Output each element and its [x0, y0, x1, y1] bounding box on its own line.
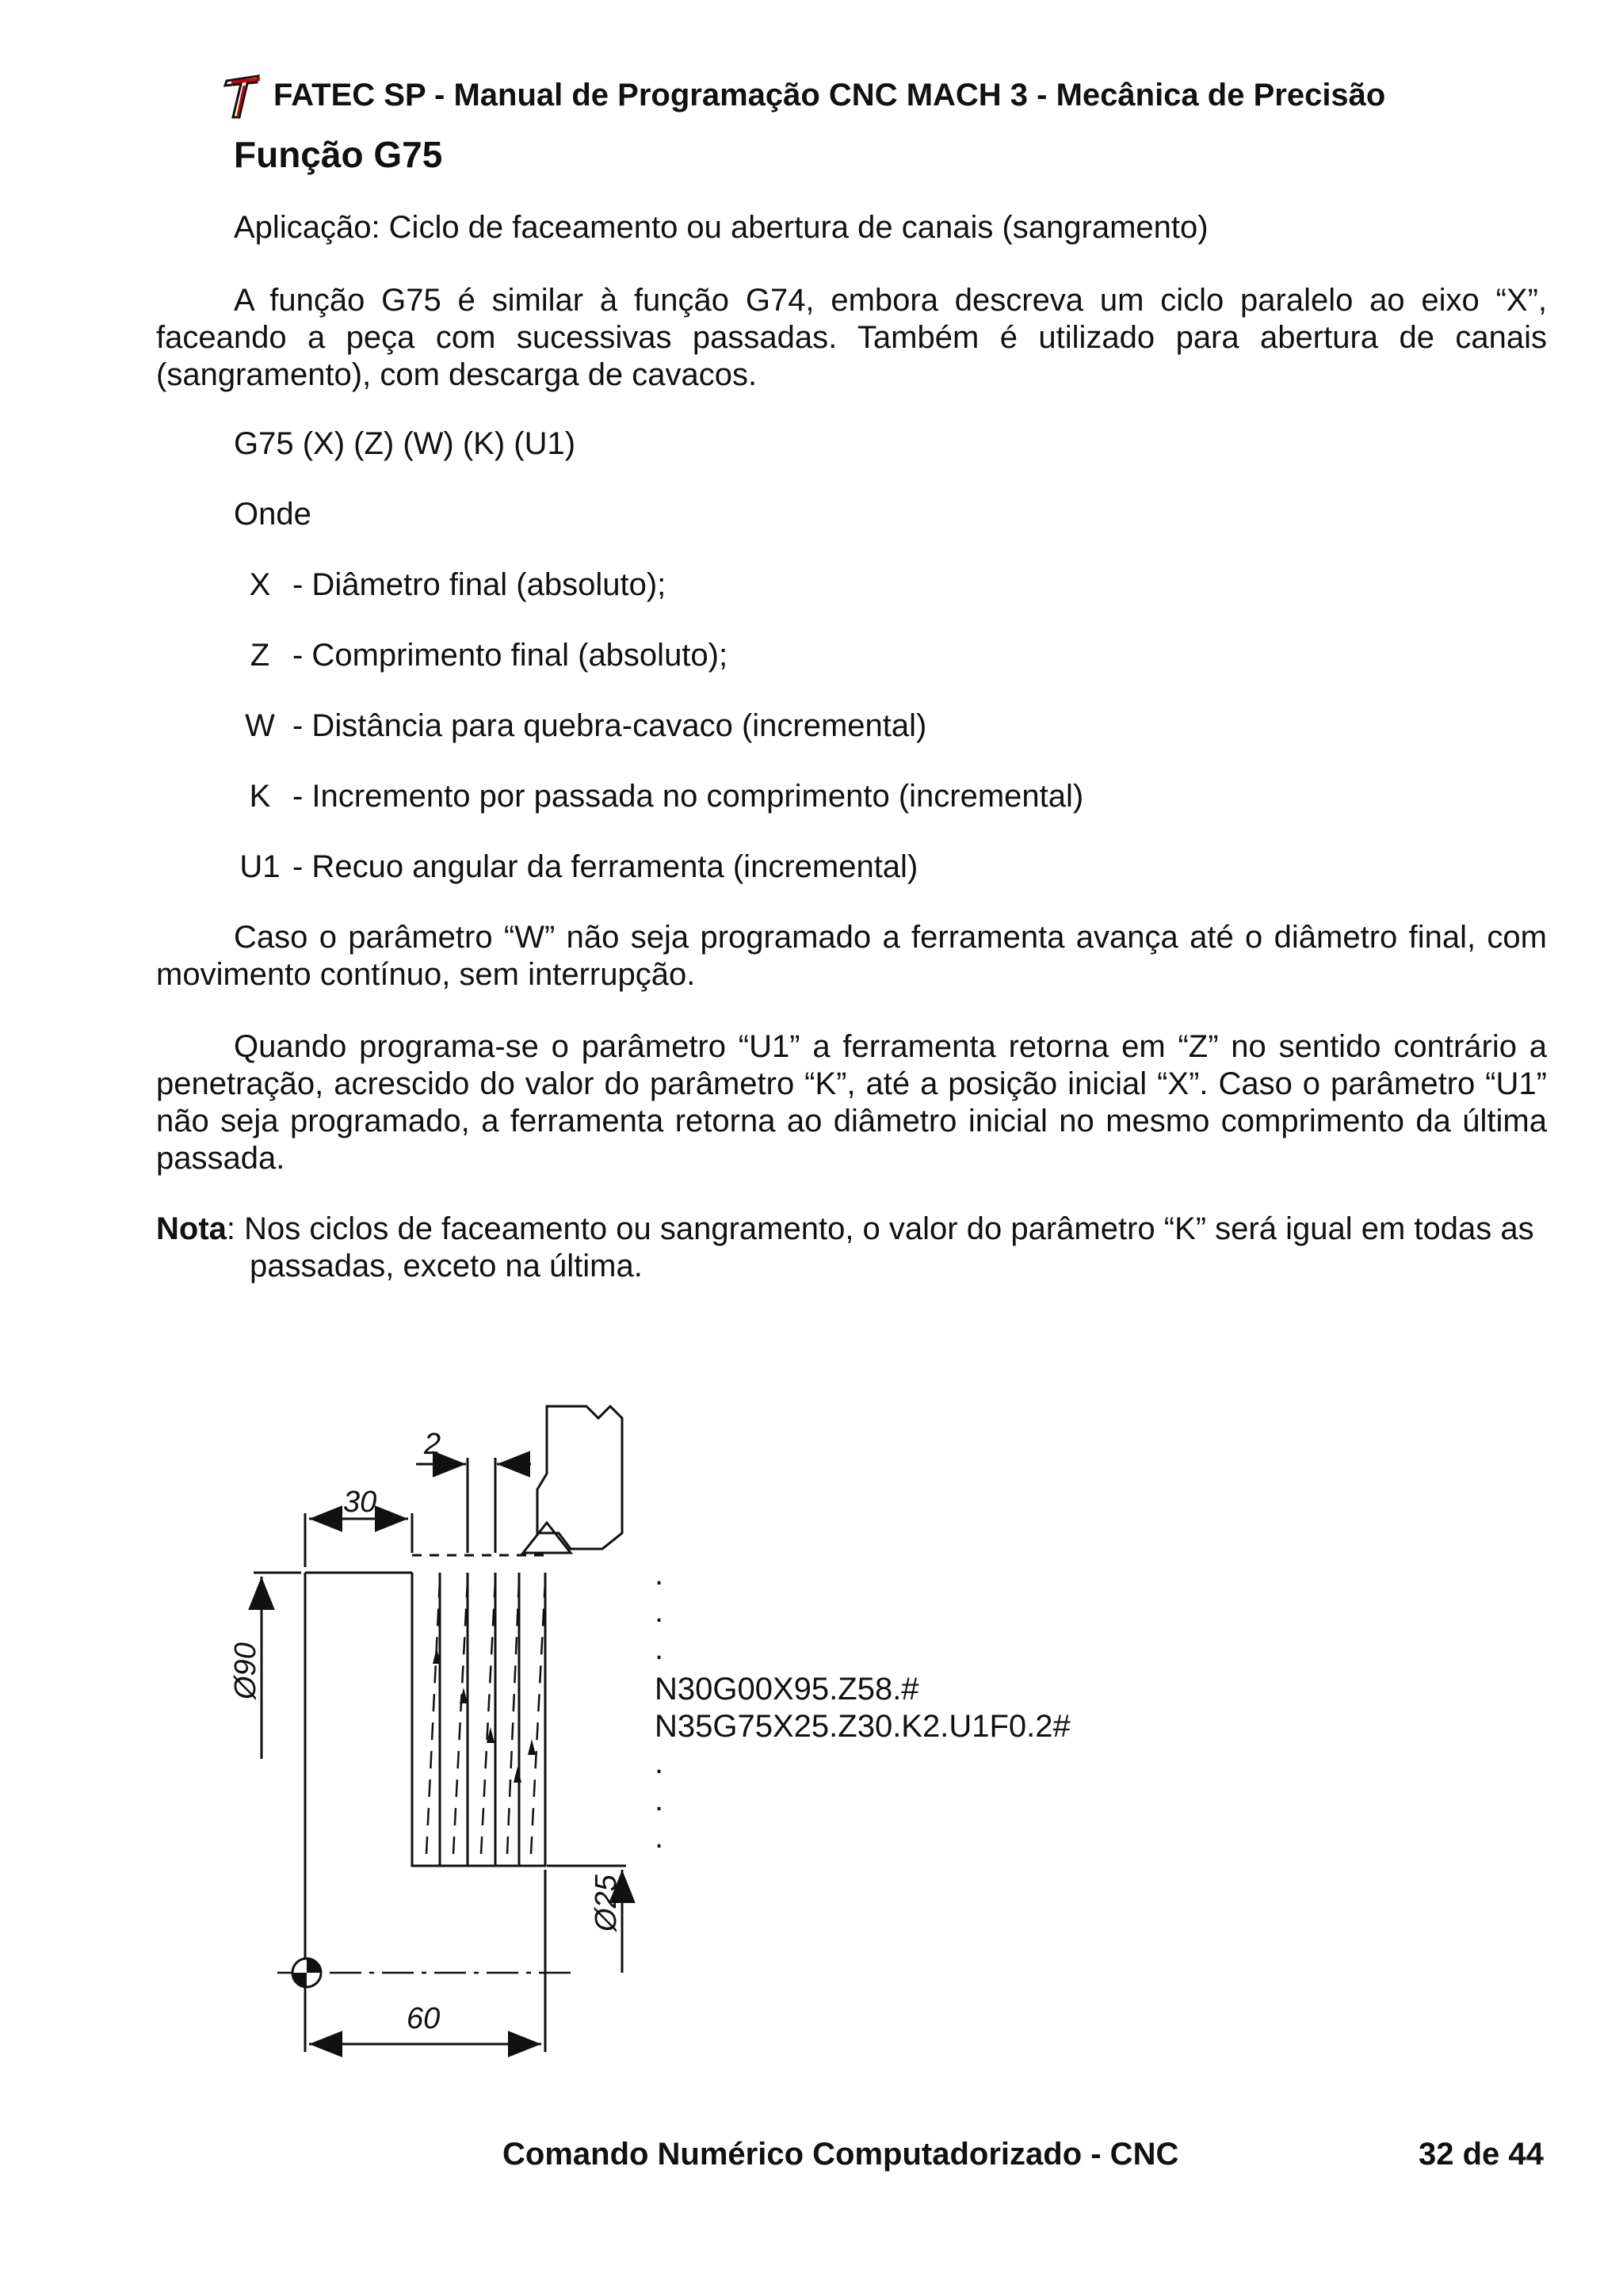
footer-title: Comando Numérico Computadorizado - CNC [502, 2137, 1179, 2172]
application-text: Aplicação: Ciclo de faceamento ou abertura de canais (sangramento) [234, 210, 1209, 245]
origin-symbol-icon [292, 1958, 321, 1987]
dim-pitch-label: 2 [424, 1428, 441, 1461]
u1-parameter-paragraph: Quando programa-se o parâmetro “U1” a ferramenta retorna em “Z” no sentido contrário a penetração, acrescido do valor do parâmetro “K”, até a posição inicial “X”. Caso o parâmetro “U1” não seja programado, a ferramenta retorna ao diâmetro inicial no mesmo comprimento da última passada. [156, 1029, 1547, 1176]
note-label: Nota [156, 1211, 227, 1246]
code-line: N35G75X25.Z30.K2.U1F0.2# [655, 1709, 1071, 1744]
w-parameter-paragraph: Caso o parâmetro “W” não seja programado a ferramenta avança até o diâmetro final, com movimento contínuo, sem interrupção. [156, 920, 1547, 992]
code-dot: . [655, 1557, 664, 1592]
page-number: 32 de 44 [1419, 2137, 1544, 2172]
description-paragraph: A função G75 é similar à função G74, embora descreva um ciclo paralelo ao eixo “X”, faceando a peça com sucessivas passadas. Também é utilizado para abertura de canais (sangramento), com descarga de cavacos. [156, 283, 1547, 392]
param-desc: - Distância para quebra-cavaco (incremental) [292, 708, 927, 743]
code-dot: . [655, 1783, 664, 1817]
section-title: Função G75 [234, 134, 443, 175]
code-dot: . [655, 1631, 664, 1666]
dim-length-bottom-label: 60 [407, 2002, 441, 2035]
param-key: X [249, 567, 271, 602]
code-line: N30G00X95.Z58.# [655, 1672, 919, 1707]
param-key: Z [250, 638, 270, 673]
param-key: U1 [239, 849, 281, 884]
dim-diam-big-label: Ø90 [229, 1642, 262, 1699]
header-title: FATEC SP - Manual de Programação CNC MACH 3 - Mecânica de Precisão [273, 78, 1386, 113]
code-dot: . [655, 1594, 664, 1629]
dim-diam-small-label: Ø25 [590, 1875, 623, 1932]
param-desc: - Recuo angular da ferramenta (incremental) [292, 849, 918, 884]
param-key: W [245, 708, 275, 743]
code-dot: . [655, 1820, 664, 1855]
dim-length-top-label: 30 [343, 1486, 377, 1519]
param-desc: - Comprimento final (absoluto); [292, 638, 728, 673]
part-outline [305, 1573, 545, 1973]
syntax-line: G75 (X) (Z) (W) (K) (U1) [234, 426, 576, 461]
param-desc: - Diâmetro final (absoluto); [292, 567, 666, 602]
param-key: K [249, 779, 271, 814]
where-label: Onde [234, 497, 311, 532]
param-desc: - Incremento por passada no comprimento (incremental) [292, 779, 1084, 814]
note-text: : Nos ciclos de faceamento ou sangramento, o valor do parâmetro “K” será igual em todas as passadas, exceto na última. [226, 1211, 1534, 1283]
code-dot: . [655, 1745, 664, 1780]
